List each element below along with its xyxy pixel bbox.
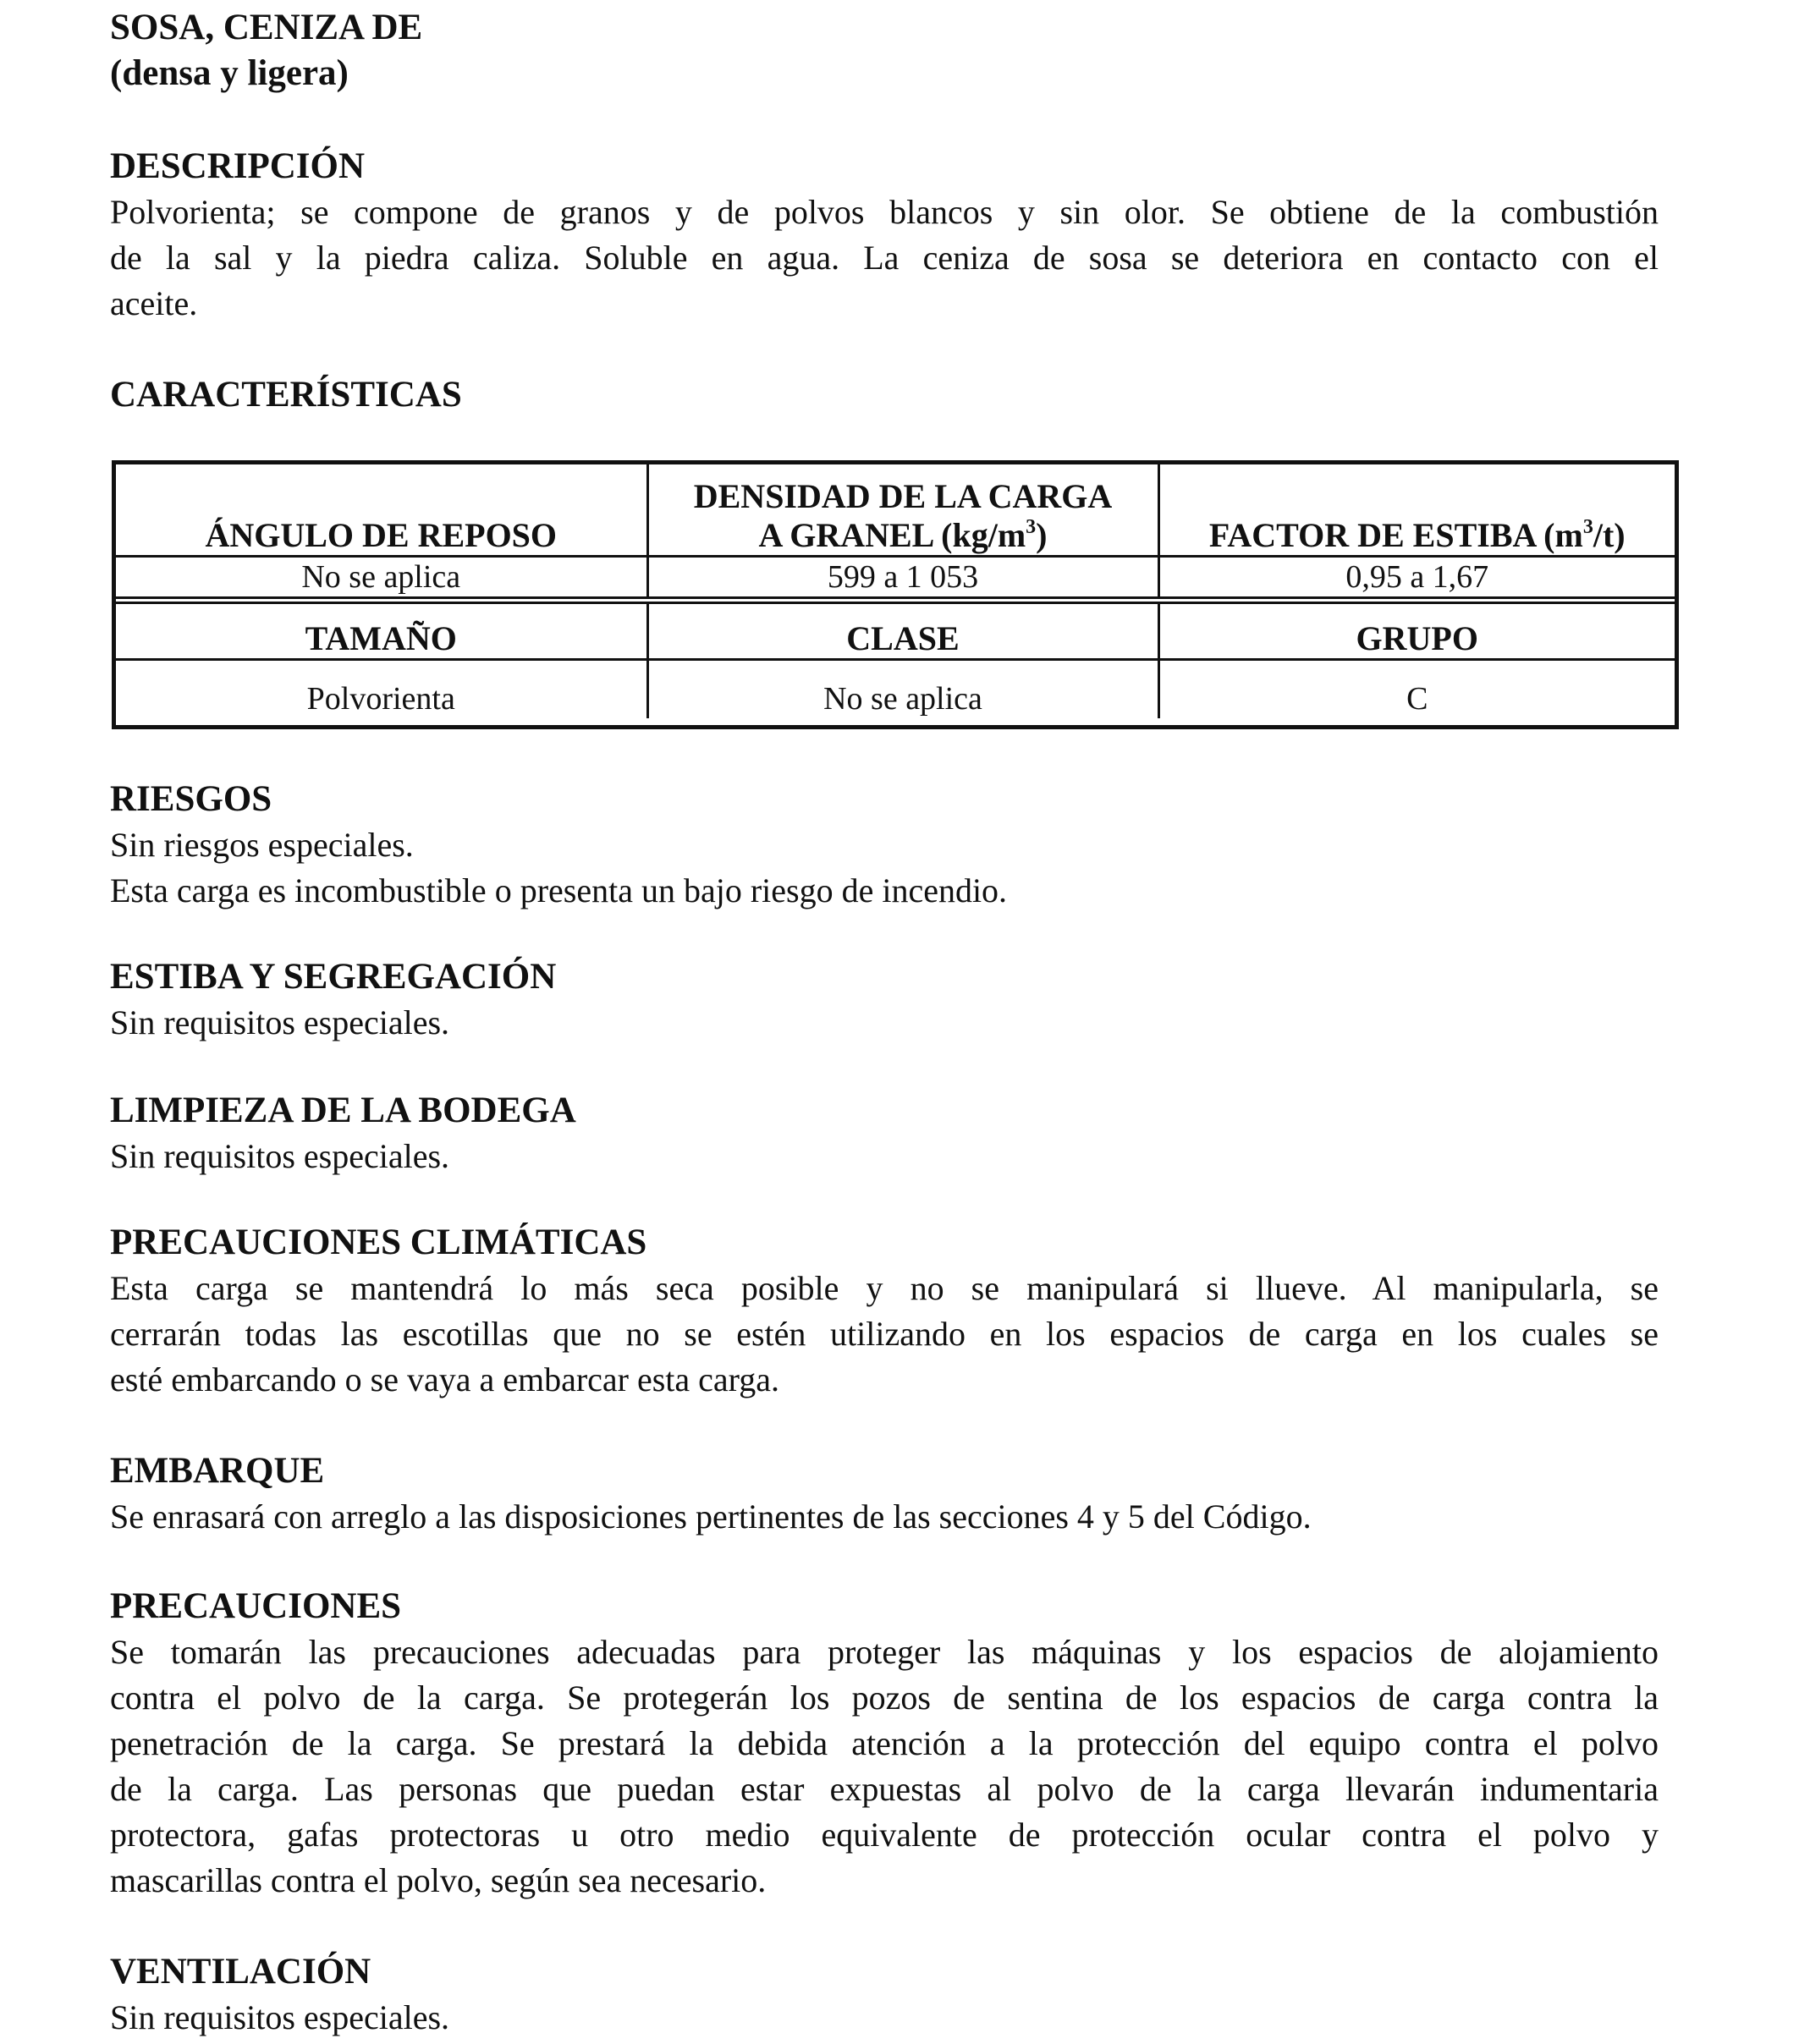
section-body — [110, 1266, 1659, 1403]
table-row — [116, 659, 1675, 718]
body-line: contra el polvo de la carga. Se protegerán los pozos de sentina de los espacios de carga contra la — [110, 1679, 1659, 1717]
header-grupo: GRUPO — [1158, 600, 1675, 659]
table-row — [116, 556, 1675, 600]
body-line: penetración de la carga. Se prestará la debida atención a la protección del equipo contra el polvo — [110, 1724, 1659, 1762]
header-factor: FACTOR DE ESTIBA $(m^3/t)$ — [1158, 464, 1675, 556]
section-limpieza — [110, 1088, 1659, 1179]
body-line: Polvorienta; se compone de granos y de polvos blancos y sin olor. Se obtiene de la combustión — [110, 193, 1659, 231]
section-body: Sin requisitos especiales. — [110, 1003, 450, 1041]
section-riesgos — [110, 777, 1659, 914]
body-line: Se tomarán las precauciones adecuadas para proteger las máquinas y los espacios de alojamiento — [110, 1633, 1659, 1671]
section-embarque — [110, 1448, 1659, 1540]
cell-clase: No se aplica — [647, 659, 1158, 718]
cell-angulo: No se aplica — [116, 556, 647, 600]
section-body — [110, 1629, 1659, 1904]
table-header-row — [116, 464, 1675, 556]
section-heading: EMBARQUE — [110, 1451, 325, 1491]
cell-densidad: 599 a 1 053 — [647, 556, 1158, 600]
body-line: Esta carga es incombustible o presenta un bajo riesgo de incendio. — [110, 871, 1008, 909]
section-heading: PRECAUCIONES CLIMÁTICAS — [110, 1223, 647, 1262]
section-body: Sin requisitos especiales. — [110, 1998, 450, 2036]
body-line: de la carga. Las personas que puedan estar expuestas al polvo de la carga llevarán indumentaria — [110, 1770, 1659, 1808]
body-line: cerrarán todas las escotillas que no se estén utilizando en los espacios de carga en los cuales se — [110, 1315, 1659, 1353]
section-heading: PRECAUCIONES — [110, 1586, 402, 1626]
section-climaticas — [110, 1220, 1659, 1403]
cell-grupo: C — [1158, 659, 1675, 718]
section-descripcion — [110, 144, 1659, 327]
section-body: Sin requisitos especiales. — [110, 1137, 450, 1175]
section-heading: DESCRIPCIÓN — [110, 146, 366, 186]
document-title — [110, 5, 1659, 96]
body-line: esté embarcando o se vaya a embarcar esta carga. — [110, 1360, 780, 1398]
body-line: mascarillas contra el polvo, según sea necesario. — [110, 1861, 767, 1899]
section-heading: VENTILACIÓN — [110, 1952, 371, 1992]
section-ventilacion — [110, 1949, 1659, 2041]
body-line: Sin riesgos especiales. — [110, 826, 414, 864]
header-densidad: DENSIDAD DE LA CARGA A GRANEL $(kg/m^3)$ — [647, 464, 1158, 556]
header-angulo: ÁNGULO DE REPOSO — [116, 464, 647, 556]
section-heading: ESTIBA Y SEGREGACIÓN — [110, 957, 557, 997]
cell-factor: 0,95 a 1,67 — [1158, 556, 1675, 600]
section-estiba — [110, 954, 1659, 1046]
body-line: aceite. — [110, 284, 198, 322]
section-precauciones — [110, 1584, 1659, 1904]
body-line: de la sal y la piedra caliza. Soluble en agua. La ceniza de sosa se deteriora en contacto con el — [110, 239, 1659, 277]
cell-tamano: Polvorienta — [116, 659, 647, 718]
title-line-2: (densa y ligera) — [110, 53, 349, 93]
section-heading: LIMPIEZA DE LA BODEGA — [110, 1091, 576, 1130]
section-heading: CARACTERÍSTICAS — [110, 375, 462, 415]
section-heading: RIESGOS — [110, 779, 272, 819]
header-clase: CLASE — [647, 600, 1158, 659]
body-line: protectora, gafas protectoras u otro medio equivalente de protección ocular contra el polvo y — [110, 1816, 1659, 1854]
section-body — [110, 822, 1659, 914]
title-line-1: SOSA, CENIZA DE — [110, 8, 423, 47]
section-caracteristicas — [110, 372, 1659, 418]
header-tamano: TAMAÑO — [116, 600, 647, 659]
section-body — [110, 190, 1659, 327]
body-line: Esta carga se mantendrá lo más seca posible y no se manipulará si llueve. Al manipularla, se — [110, 1269, 1659, 1307]
section-body: Se enrasará con arreglo a las disposiciones pertinentes de las secciones 4 y 5 del Código. — [110, 1497, 1312, 1536]
characteristics-table — [112, 460, 1679, 729]
table-header-row — [116, 600, 1675, 659]
